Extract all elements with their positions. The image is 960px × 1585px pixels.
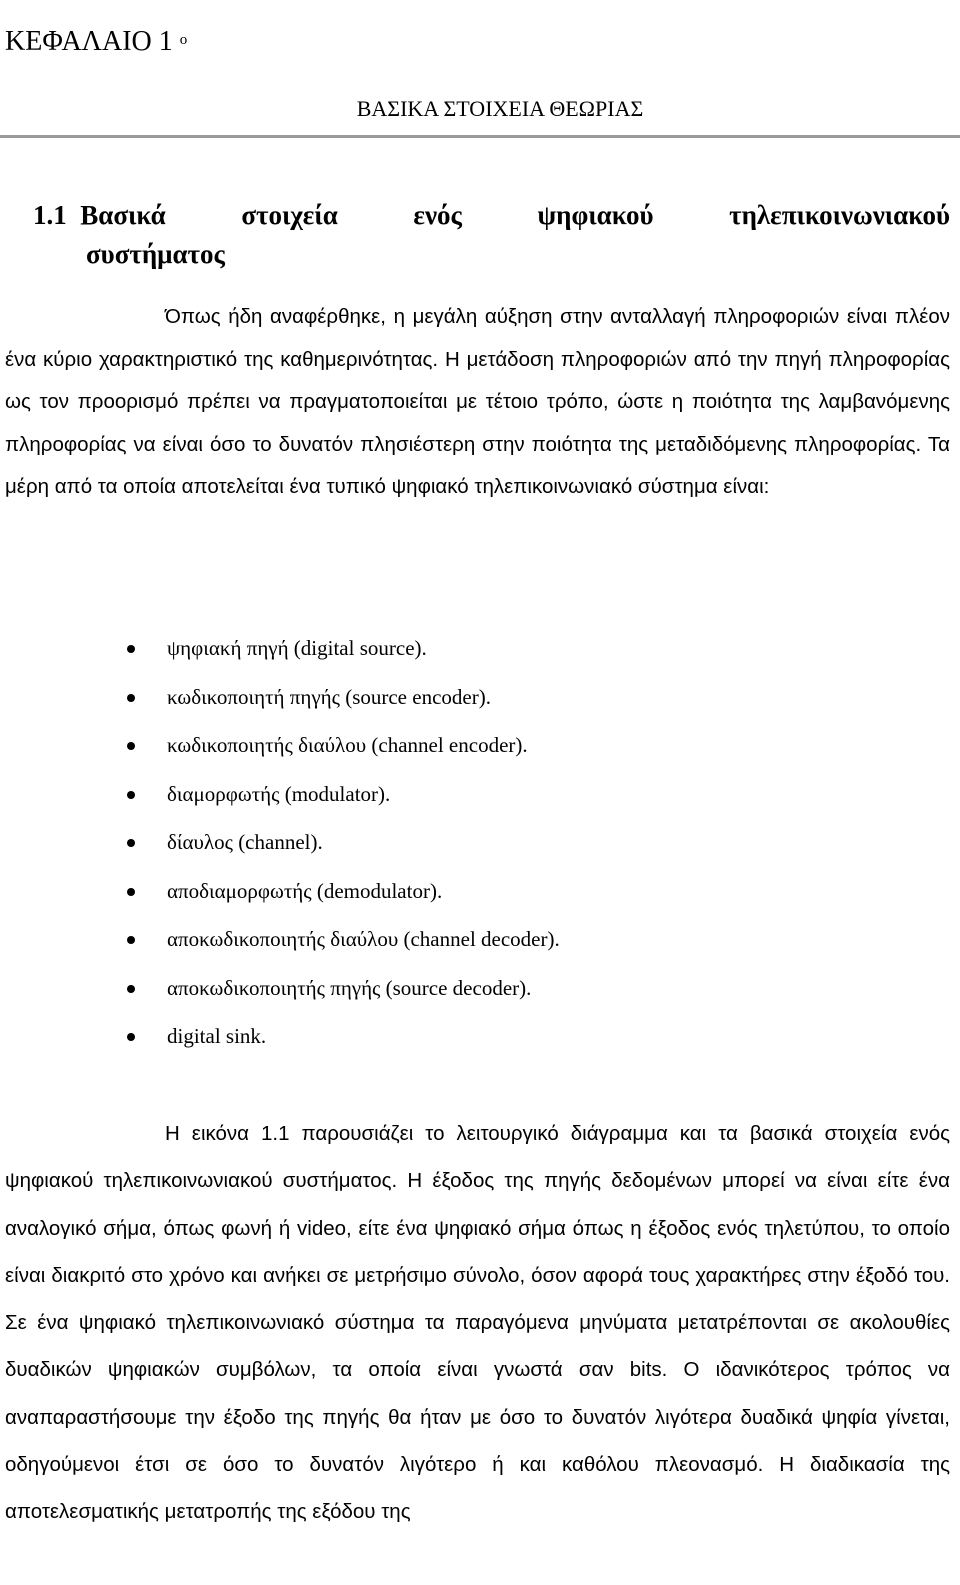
chapter-title-superscript: ο [179,32,188,48]
section-word: στοιχεία [241,200,338,230]
list-item-text: κωδικοποιητής διαύλου (channel encoder). [167,733,528,757]
paragraph-intro [5,296,950,509]
bullet-dot-icon [127,1033,135,1041]
list-item-text: αποδιαμορφωτής (demodulator). [167,878,443,903]
list-item-text: digital sink. [167,1024,267,1048]
bullet-dot-icon [127,839,135,847]
list-item [125,818,560,867]
list-item-text: αποκωδικοποιητής διαύλου (channel decoder). [167,927,560,951]
section-word: ψηφιακού [537,200,654,230]
bullet-dot-icon [127,936,135,944]
section-word: τηλεπικοινωνιακού [729,200,950,230]
section-heading-line2: συστήματος [86,239,225,269]
chapter-title [5,22,187,62]
section-word: Βασικά [80,200,166,230]
list-item-text: διαμορφωτής (modulator). [167,781,391,806]
paragraph-intro-text: Όπως ήδη αναφέρθηκε, η μεγάλη αύξηση στην ανταλλαγή πληροφοριών είναι πλέον ένα κύριο χαρακτηριστικό της καθημερινότητας. Η μετάδοση πληροφοριών από την πηγή πληροφορίας ως τον προορισμό πρέπει να πραγματοποιείται με τέτοιο τρόπο, ώστε η ποιότητα της λαμβανόμενης πληροφορίας να είναι όσο το δυνατόν πλησιέστερη στην ποιότητα της μεταδιδόμενης πληροφορίας. Τα μέρη από τα οποία αποτελείται ένα τυπικό ψηφιακό τηλεπικοινωνιακό σύστημα είναι: [5,305,950,498]
chapter-subtitle: ΒΑΣΙΚΑ ΣΤΟΙΧΕΙΑ ΘΕΩΡΙΑΣ [356,96,644,121]
list-item-text: αποκωδικοποιητής πηγής (source decoder). [167,975,532,1000]
paragraph-figure-description [5,1110,950,1536]
chapter-title-text: ΚΕΦΑΛΑΙΟ 1 [5,26,173,57]
section-heading-line1 [33,196,950,235]
components-list [125,624,560,1061]
section-word: ενός [413,200,462,230]
paragraph-figure-description-text: Η εικόνα 1.1 παρουσιάζει το λειτουργικό διάγραμμα και τα βασικά στοιχεία ενός ψηφιακού τηλεπικοινωνιακού συστήματος. Η έξοδος της πηγής δεδομένων μπορεί να είναι είτε ένα αναλογικό σήμα, όπως φωνή ή video, είτε ένα ψηφιακό σήμα όπως η έξοδος ενός τηλετύπου, το οποίο είναι διακριτό στο χρόνο και ανήκει σε μετρήσιμο σύνολο, όσον αφορά τους χαρακτήρες στην έξοδό του. Σε ένα ψηφιακό τηλεπικοινωνιακό σύστημα τα παραγόμενα μηνύματα μετατρέπονται σε ακολουθίες δυαδικών ψηφιακών συμβόλων, τα οποία είναι γνωστά σαν bits. Ο ιδανικότερος τρόπος να αναπαραστήσουμε την έξοδο της πηγής θα ήταν με όσο το δυνατόν λιγότερα δυαδικά ψηφία γίνεται, οδηγούμενοι έτσι σε όσο το δυνατόν λιγότερο ή και καθόλου πλεονασμό. Η διαδικασία της αποτελεσματικής μετατροπής της εξόδου της [5,1122,950,1524]
list-item [125,1012,560,1061]
bullet-dot-icon [127,694,135,702]
list-item-text: ψηφιακή πηγή (digital source). [167,636,427,660]
list-item-text: κωδικοποιητή πηγής (source encoder). [167,684,491,709]
bullet-dot-icon [127,985,135,993]
section-number-and-first-word [33,196,166,235]
bullet-dot-icon [127,791,135,799]
bullet-dot-icon [127,742,135,750]
list-item-text: δίαυλος (channel). [167,830,323,854]
list-item [125,770,560,819]
chapter-header [0,0,960,138]
section-number: 1.1 [33,200,67,230]
bullet-dot-icon [127,645,135,653]
list-item [125,721,560,770]
list-item [125,964,560,1013]
list-item [125,867,560,916]
list-item [125,915,560,964]
bullet-dot-icon [127,888,135,896]
section-heading [33,196,953,274]
list-item [125,624,560,673]
list-item [125,673,560,722]
